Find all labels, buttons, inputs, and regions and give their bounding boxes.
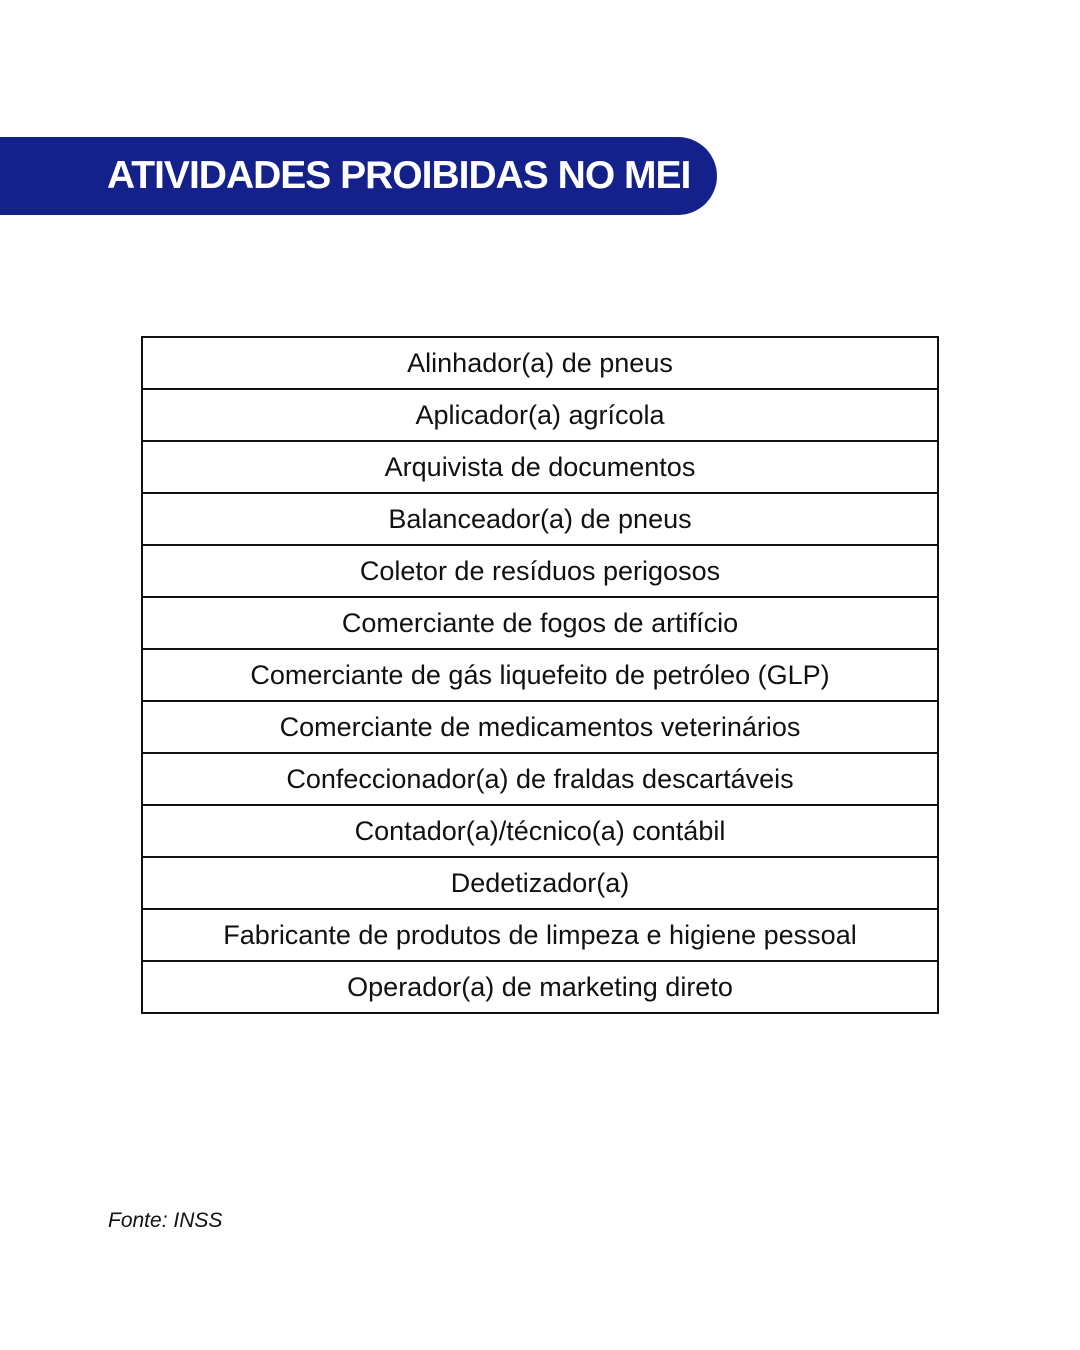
table-row [143,494,937,546]
table-row [143,442,937,494]
table-row [143,338,937,390]
table-cell: Arquivista de documentos [384,451,696,482]
table-cell: Contador(a)/técnico(a) contábil [354,815,726,846]
table-cell: Confeccionador(a) de fraldas descartáveis [286,763,794,794]
table-row [143,650,937,702]
table-cell: Comerciante de medicamentos veterinários [279,711,801,742]
table-row [143,390,937,442]
source-note: Fonte: INSS [108,1209,223,1232]
title-banner [0,137,717,215]
table-row [143,962,937,1012]
table-cell: Fabricante de produtos de limpeza e higiene pessoal [223,919,857,950]
table-cell: Comerciante de fogos de artifício [341,607,739,638]
table-row [143,910,937,962]
page-title: ATIVIDADES PROIBIDAS NO MEI [107,154,691,197]
table-cell: Coletor de resíduos perigosos [359,555,721,586]
table-cell: Balanceador(a) de pneus [388,503,692,534]
table-row [143,806,937,858]
activities-table [141,336,939,1014]
table-row [143,754,937,806]
table-row [143,702,937,754]
table-cell: Aplicador(a) agrícola [415,399,665,430]
table-cell: Comerciante de gás liquefeito de petróleo (GLP) [250,659,830,690]
table-cell: Operador(a) de marketing direto [347,971,733,1002]
table-row [143,858,937,910]
table-row [143,598,937,650]
table-row [143,546,937,598]
table-cell: Alinhador(a) de pneus [407,347,673,378]
table-cell: Dedetizador(a) [450,867,630,898]
